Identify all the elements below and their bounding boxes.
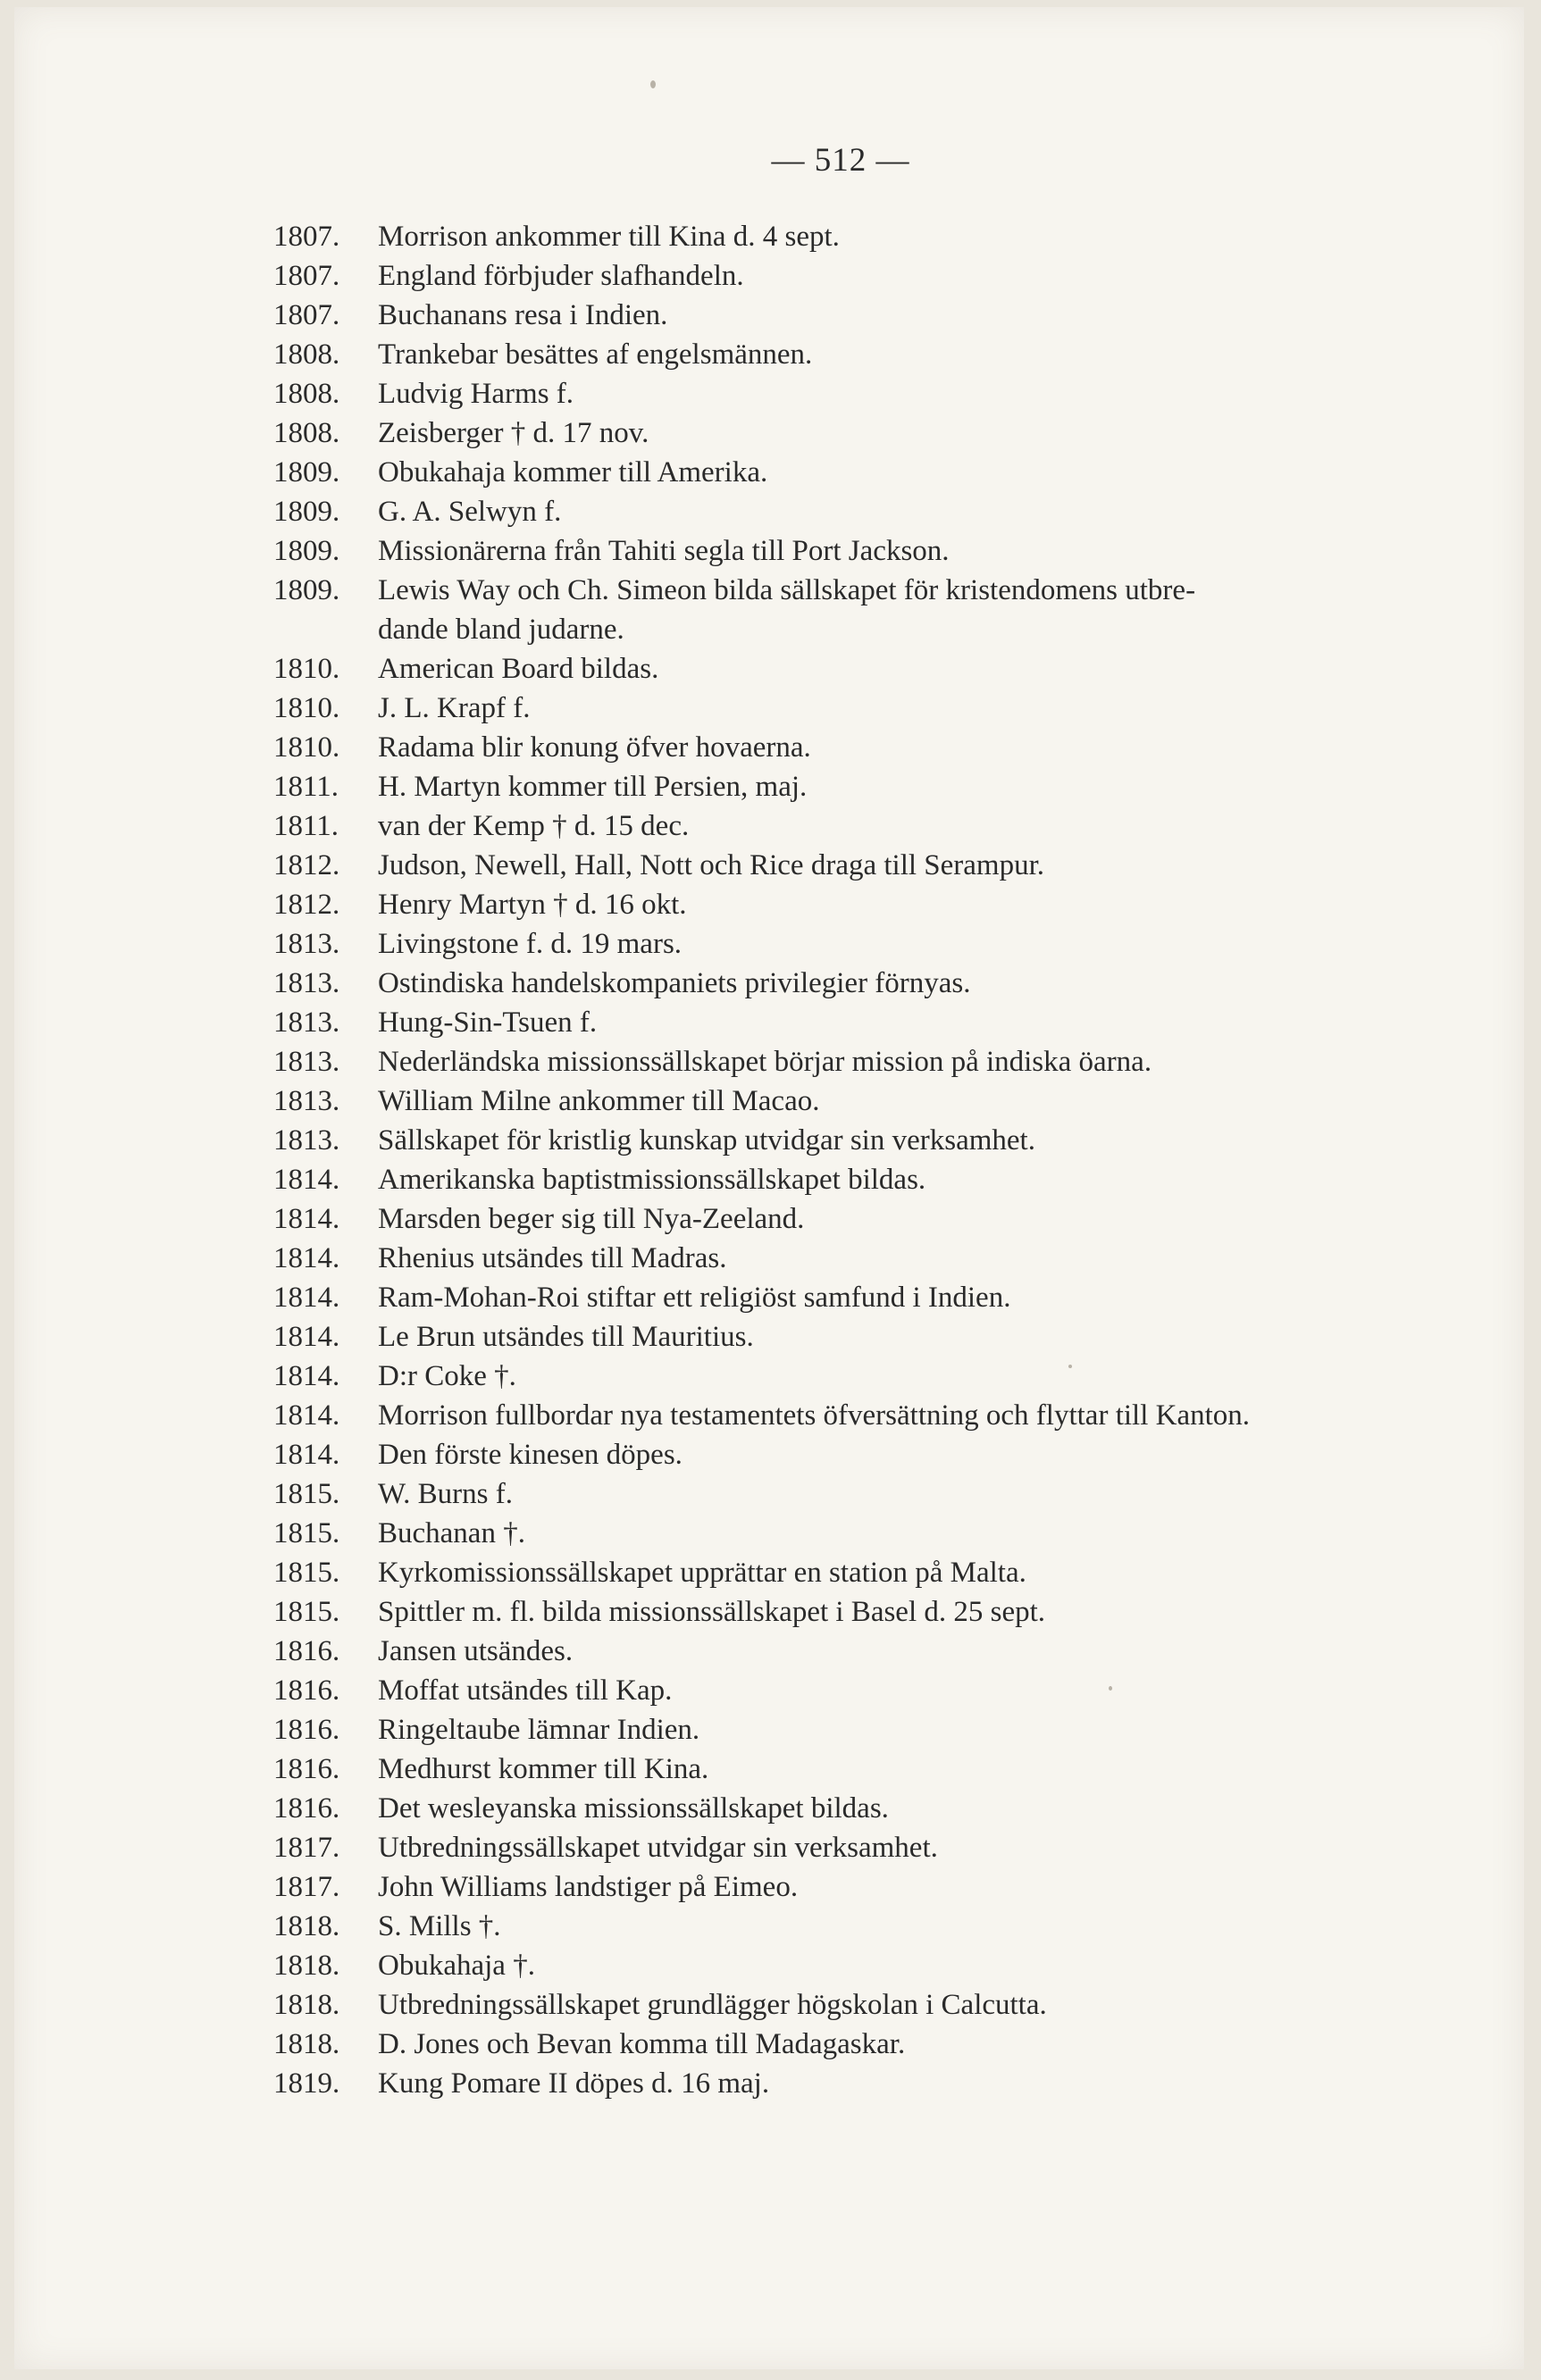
entry-year: 1813. [273,967,340,999]
chronology-entry [273,1632,1470,1671]
entry-text [378,1160,1470,1199]
entry-year: 1809. [273,574,340,606]
entry-text [378,217,1470,256]
chronology-entry [273,1710,1470,1750]
entry-text-line: Amerikanska baptistmissionssällskapet bildas. [378,1164,926,1196]
entry-year: 1814. [273,1439,340,1471]
entry-text [378,2064,1470,2103]
entry-text [378,1435,1470,1474]
entry-text [378,1199,1470,1239]
entry-text [378,1867,1470,1907]
entry-text-line: Kung Pomare II döpes d. 16 maj. [378,2067,770,2100]
entry-text-line: American Board bildas. [378,653,659,685]
entry-year: 1810. [273,692,340,724]
entry-text-line: dande bland judarne. [378,614,624,646]
entry-text-line: W. Burns f. [378,1478,513,1510]
entry-year: 1815. [273,1596,340,1628]
entry-year: 1813. [273,928,340,960]
entry-text-line: William Milne ankommer till Macao. [378,1085,820,1117]
entry-text [378,531,1470,571]
chronology-entry [273,1317,1470,1357]
entry-text-line: Nederländska missionssällskapet börjar mission på indiska öarna. [378,1046,1152,1078]
entry-text-line: Missionärerna från Tahiti segla till Port Jackson. [378,535,950,567]
chronology-entry [273,1750,1470,1789]
entry-text-line: Obukahaja kommer till Amerika. [378,456,768,489]
entry-year: 1818. [273,1989,340,2021]
entry-text-line: Marsden beger sig till Nya-Zeeland. [378,1203,805,1235]
entry-text [378,1907,1470,1946]
entry-text-line: Buchanans resa i Indien. [378,299,668,331]
entry-text-line: Le Brun utsändes till Mauritius. [378,1321,754,1353]
chronology-entry [273,846,1470,885]
entry-year: 1819. [273,2067,340,2100]
entry-text-line: Obukahaja †. [378,1950,535,1982]
entry-text-line: Utbredningssällskapet grundlägger högskolan i Calcutta. [378,1989,1047,2021]
entry-text-line: Radama blir konung öfver hovaerna. [378,731,811,764]
entry-year: 1814. [273,1360,340,1392]
chronology-entry [273,1160,1470,1199]
entry-text-line: Morrison ankommer till Kina d. 4 sept. [378,221,840,253]
chronology-entry [273,335,1470,374]
entry-text [378,767,1470,806]
entry-text-line: van der Kemp † d. 15 dec. [378,810,690,842]
chronology-entry [273,1789,1470,1828]
entry-text-line: Det wesleyanska missionssällskapet bildas. [378,1792,889,1825]
chronology-entry [273,1985,1470,2025]
entry-text-line: Henry Martyn † d. 16 okt. [378,889,687,921]
entry-year: 1813. [273,1046,340,1078]
chronology-entry [273,806,1470,846]
entry-text [378,453,1470,492]
entry-text-line: Rhenius utsändes till Madras. [378,1242,727,1274]
entry-text [378,1710,1470,1750]
chronology-entry [273,1946,1470,1985]
chronology-entry [273,2025,1470,2064]
entry-year: 1813. [273,1006,340,1039]
entry-year: 1815. [273,1517,340,1549]
entry-year: 1809. [273,496,340,528]
entry-year: 1809. [273,535,340,567]
entry-text-line: S. Mills †. [378,1910,501,1942]
chronology-entry [273,1553,1470,1592]
chronology-entry [273,649,1470,689]
entry-text [378,256,1470,296]
entry-text [378,296,1470,335]
entry-text [378,1081,1470,1121]
chronology-entry [273,885,1470,924]
entry-year: 1813. [273,1085,340,1117]
entry-year: 1811. [273,810,339,842]
chronology-list [273,217,1470,2103]
chronology-entry [273,689,1470,728]
chronology-entry [273,492,1470,531]
entry-year: 1814. [273,1164,340,1196]
chronology-entry [273,1435,1470,1474]
chronology-entry [273,531,1470,571]
chronology-entry [273,453,1470,492]
entry-text [378,413,1470,453]
entry-year: 1807. [273,221,340,253]
chronology-entry [273,217,1470,256]
entry-text [378,689,1470,728]
chronology-entry [273,1081,1470,1121]
chronology-entry [273,1671,1470,1710]
chronology-entry [273,728,1470,767]
chronology-entry [273,2064,1470,2103]
entry-text [378,924,1470,964]
entry-year: 1814. [273,1203,340,1235]
entry-text-line: Sällskapet för kristlig kunskap utvidgar sin verksamhet. [378,1124,1035,1157]
chronology-entry [273,1121,1470,1160]
entry-text [378,1750,1470,1789]
entry-text [378,846,1470,885]
entry-text [378,1553,1470,1592]
entry-year: 1807. [273,260,340,292]
entry-text [378,1514,1470,1553]
entry-year: 1812. [273,849,340,881]
entry-year: 1814. [273,1282,340,1314]
entry-text-line: Lewis Way och Ch. Simeon bilda sällskapet för kristendomens utbre- [378,574,1196,606]
entry-text-line: D:r Coke †. [378,1360,516,1392]
chronology-entry [273,1867,1470,1907]
entry-text [378,649,1470,689]
entry-year: 1808. [273,378,340,410]
entry-text [378,806,1470,846]
chronology-entry [273,1514,1470,1553]
entry-text [378,1357,1470,1396]
entry-year: 1810. [273,653,340,685]
chronology-entry [273,1239,1470,1278]
entry-year: 1809. [273,456,340,489]
entry-text-line: Morrison fullbordar nya testamentets öfversättning och flyttar till Kanton. [378,1399,1251,1432]
entry-text [378,728,1470,767]
entry-text-line: J. L. Krapf f. [378,692,531,724]
chronology-entry [273,296,1470,335]
paper-speck [650,80,656,88]
entry-text-line: D. Jones och Bevan komma till Madagaskar. [378,2028,906,2060]
entry-text [378,964,1470,1003]
entry-year: 1816. [273,1753,340,1785]
entry-text-line: John Williams landstiger på Eimeo. [378,1871,799,1903]
chronology-entry [273,1592,1470,1632]
entry-text [378,885,1470,924]
entry-text [378,571,1470,649]
entry-year: 1815. [273,1557,340,1589]
entry-text-line: England förbjuder slafhandeln. [378,260,744,292]
entry-text-line: Judson, Newell, Hall, Nott och Rice draga till Serampur. [378,849,1045,881]
entry-text [378,1632,1470,1671]
entry-text-line: Spittler m. fl. bilda missionssällskapet i Basel d. 25 sept. [378,1596,1046,1628]
chronology-entry [273,767,1470,806]
chronology-entry [273,1003,1470,1042]
entry-text [378,2025,1470,2064]
entry-year: 1818. [273,1910,340,1942]
entry-text-line: Moffat utsändes till Kap. [378,1674,673,1707]
chronology-entry [273,1199,1470,1239]
entry-text-line: Ludvig Harms f. [378,378,574,410]
chronology-entry [273,1042,1470,1081]
chronology-entry [273,1828,1470,1867]
entry-text-line: Zeisberger † d. 17 nov. [378,417,649,449]
chronology-entry [273,1357,1470,1396]
entry-text-line: Ostindiska handelskompaniets privilegier förnyas. [378,967,971,999]
entry-year: 1815. [273,1478,340,1510]
page-number: — 512 — [771,142,910,179]
entry-year: 1817. [273,1871,340,1903]
entry-year: 1814. [273,1321,340,1353]
entry-text [378,335,1470,374]
entry-year: 1807. [273,299,340,331]
entry-year: 1808. [273,338,340,371]
chronology-entry [273,256,1470,296]
entry-text [378,1278,1470,1317]
entry-text-line: Buchanan †. [378,1517,525,1549]
entry-text [378,492,1470,531]
entry-text-line: Trankebar besättes af engelsmännen. [378,338,813,371]
entry-text [378,1828,1470,1867]
entry-year: 1816. [273,1674,340,1707]
entry-year: 1813. [273,1124,340,1157]
entry-year: 1814. [273,1242,340,1274]
entry-text [378,1474,1470,1514]
entry-year: 1814. [273,1399,340,1432]
entry-year: 1810. [273,731,340,764]
entry-text-line: G. A. Selwyn f. [378,496,562,528]
chronology-entry [273,571,1470,649]
entry-text-line: Ringeltaube lämnar Indien. [378,1714,700,1746]
entry-text-line: Jansen utsändes. [378,1635,574,1667]
chronology-entry [273,1474,1470,1514]
entry-year: 1808. [273,417,340,449]
entry-text [378,1671,1470,1710]
entry-text-line: H. Martyn kommer till Persien, maj. [378,771,808,803]
entry-text [378,1239,1470,1278]
entry-text-line: Ram-Mohan-Roi stiftar ett religiöst samfund i Indien. [378,1282,1011,1314]
entry-year: 1816. [273,1792,340,1825]
chronology-entry [273,374,1470,413]
chronology-entry [273,1396,1470,1435]
entry-text-line: Utbredningssällskapet utvidgar sin verksamhet. [378,1832,938,1864]
entry-text-line: Medhurst kommer till Kina. [378,1753,709,1785]
entry-text [378,1789,1470,1828]
chronology-entry [273,964,1470,1003]
entry-year: 1811. [273,771,339,803]
chronology-entry [273,924,1470,964]
entry-year: 1816. [273,1714,340,1746]
entry-text [378,1396,1470,1435]
entry-year: 1812. [273,889,340,921]
entry-text [378,374,1470,413]
chronology-entry [273,413,1470,453]
entry-text [378,1317,1470,1357]
chronology-entry [273,1278,1470,1317]
entry-text [378,1985,1470,2025]
entry-text [378,1946,1470,1985]
entry-text [378,1042,1470,1081]
entry-year: 1817. [273,1832,340,1864]
entry-text [378,1592,1470,1632]
entry-year: 1818. [273,2028,340,2060]
entry-text-line: Hung-Sin-Tsuen f. [378,1006,598,1039]
document-page [14,7,1524,2369]
entry-text-line: Livingstone f. d. 19 mars. [378,928,683,960]
entry-text [378,1121,1470,1160]
chronology-entry [273,1907,1470,1946]
entry-text-line: Kyrkomissionssällskapet upprättar en station på Malta. [378,1557,1026,1589]
entry-text [378,1003,1470,1042]
entry-year: 1818. [273,1950,340,1982]
entry-year: 1816. [273,1635,340,1667]
entry-text-line: Den förste kinesen döpes. [378,1439,683,1471]
